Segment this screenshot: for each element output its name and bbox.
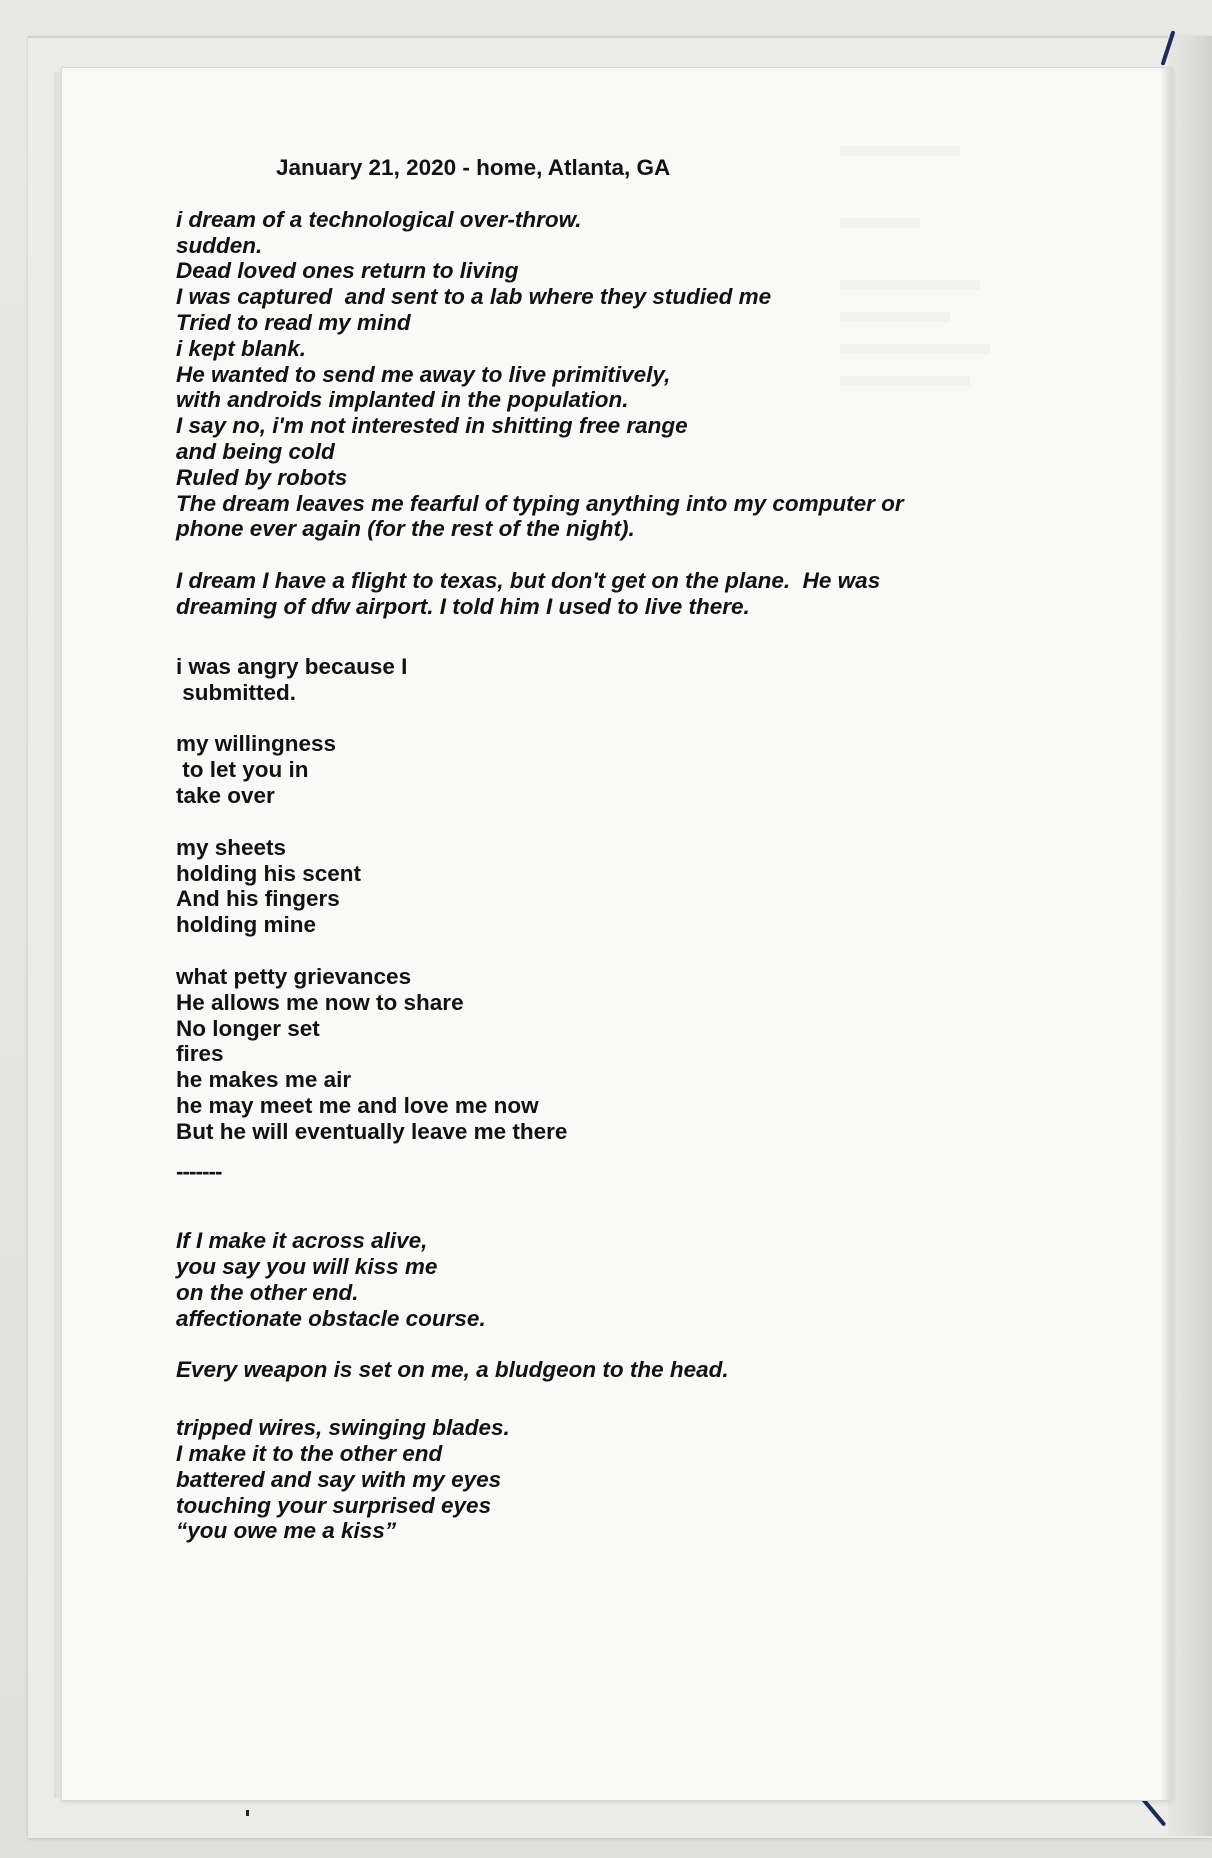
text-line: you say you will kiss me bbox=[176, 1254, 438, 1280]
text-line: I dream I have a flight to texas, but don't get on the plane. He was bbox=[176, 568, 881, 594]
dream-two-paragraph bbox=[176, 568, 1076, 620]
text-line: and being cold bbox=[176, 438, 335, 464]
text-line: holding his scent bbox=[176, 860, 362, 886]
poem-stanza-grievances bbox=[176, 964, 1076, 1145]
text-line: he may meet me and love me now bbox=[176, 1092, 539, 1118]
poem-stanza-willingness bbox=[176, 731, 1076, 808]
text-line: sudden. bbox=[176, 232, 263, 258]
text-line: dreaming of dfw airport. I told him I used to live there. bbox=[176, 593, 750, 619]
section-separator: ------- bbox=[176, 1158, 222, 1184]
text-line: But he will eventually leave me there bbox=[176, 1118, 568, 1144]
poem-stanza-across bbox=[176, 1228, 1076, 1331]
text-line: tripped wires, swinging blades. bbox=[176, 1415, 510, 1441]
text-line: affectionate obstacle course. bbox=[176, 1305, 486, 1331]
text-line: I say no, i'm not interested in shitting free range bbox=[176, 413, 688, 439]
ink-speck bbox=[246, 1810, 249, 1816]
binding-spine bbox=[1168, 36, 1212, 1836]
text-line: with androids implanted in the population. bbox=[176, 387, 629, 413]
text-line: what petty grievances bbox=[176, 963, 412, 989]
poem-stanza-weapon bbox=[176, 1357, 1076, 1383]
text-line: Ruled by robots bbox=[176, 464, 348, 490]
text-line: “you owe me a kiss” bbox=[176, 1518, 397, 1544]
text-line: on the other end. bbox=[176, 1279, 359, 1305]
text-line: He wanted to send me away to live primitively, bbox=[176, 361, 671, 387]
text-line: i dream of a technological over-throw. bbox=[176, 206, 582, 232]
text-line: take over bbox=[176, 782, 275, 808]
page-right-shadow bbox=[1160, 68, 1172, 1800]
text-line: touching your surprised eyes bbox=[176, 1492, 492, 1518]
text-line: He allows me now to share bbox=[176, 989, 464, 1015]
text-line: No longer set bbox=[176, 1015, 320, 1041]
text-line: And his fingers bbox=[176, 886, 340, 912]
text-line: Tried to read my mind bbox=[176, 309, 411, 335]
dream-one-paragraph bbox=[176, 207, 1076, 542]
text-line: my willingness bbox=[176, 731, 337, 757]
text-line: i kept blank. bbox=[176, 335, 307, 361]
text-line: my sheets bbox=[176, 834, 287, 860]
text-line: i was angry because I bbox=[176, 653, 408, 679]
text-line: to let you in bbox=[176, 757, 309, 783]
document-heading: January 21, 2020 - home, Atlanta, GA bbox=[276, 155, 671, 180]
poem-stanza-sheets bbox=[176, 835, 1076, 938]
document-body bbox=[176, 155, 1076, 1570]
text-line: he makes me air bbox=[176, 1067, 352, 1093]
text-line: If I make it across alive, bbox=[176, 1228, 428, 1254]
text-line: I was captured and sent to a lab where they studied me bbox=[176, 284, 772, 310]
poem-stanza-wires bbox=[176, 1415, 1076, 1544]
text-line: Every weapon is set on me, a bludgeon to the head. bbox=[176, 1357, 729, 1383]
text-line: Dead loved ones return to living bbox=[176, 258, 519, 284]
text-line: battered and say with my eyes bbox=[176, 1466, 502, 1492]
text-line: I make it to the other end bbox=[176, 1441, 443, 1467]
page-left-edge bbox=[54, 72, 62, 1798]
text-line: fires bbox=[176, 1041, 224, 1067]
poem-stanza-angry bbox=[176, 654, 1076, 706]
text-line: holding mine bbox=[176, 912, 316, 938]
text-line: The dream leaves me fearful of typing anything into my computer or bbox=[176, 490, 904, 516]
text-line: submitted. bbox=[176, 679, 297, 705]
text-line: phone ever again (for the rest of the night). bbox=[176, 516, 635, 542]
